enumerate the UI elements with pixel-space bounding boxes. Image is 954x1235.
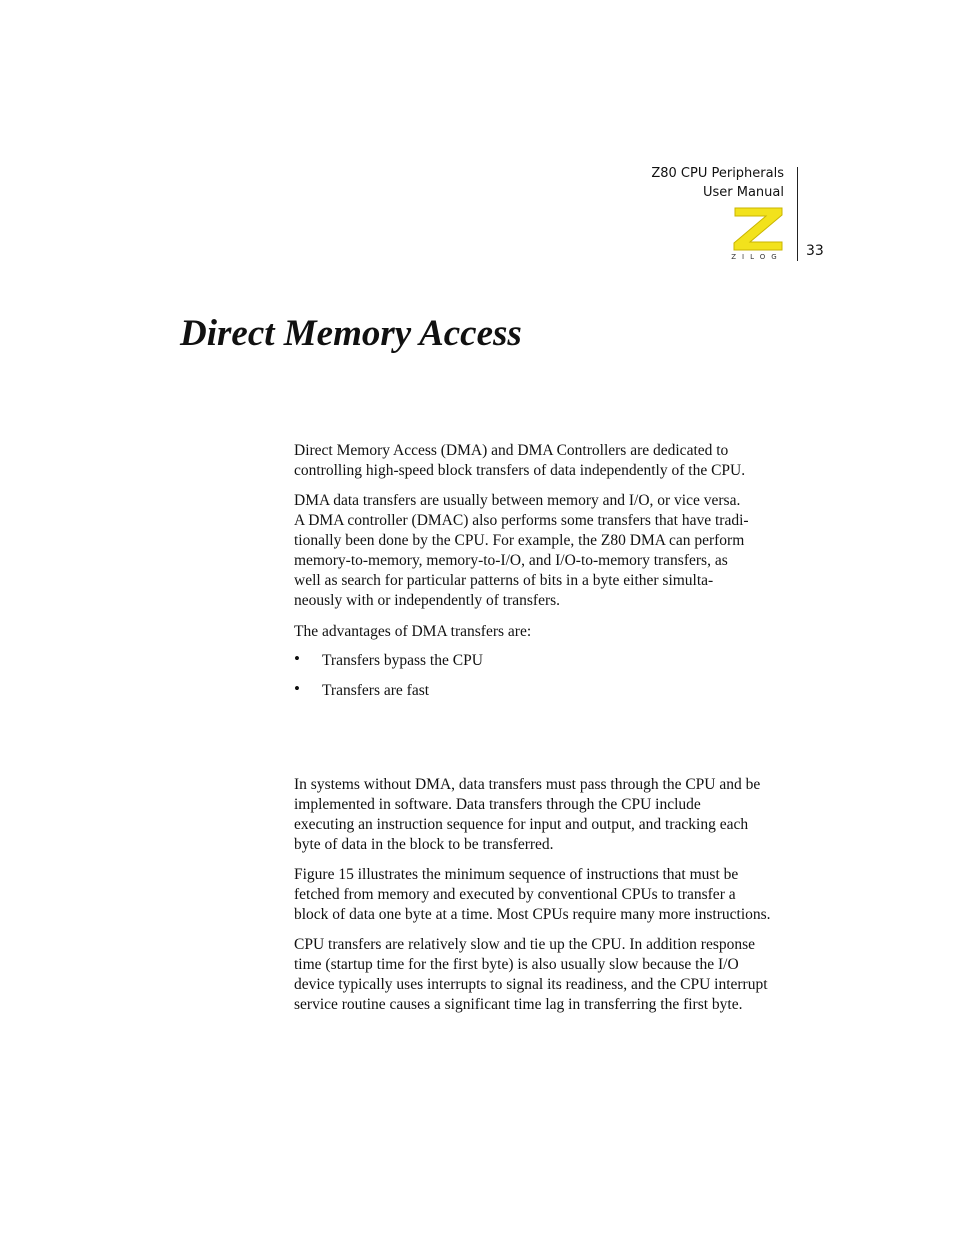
- figure-reference-paragraph: [294, 865, 810, 925]
- zilog-logo: [728, 206, 786, 264]
- text-line: In systems without DMA, data transfers must pass through the CPU and be: [294, 776, 761, 793]
- text-line: time (startup time for the first byte) is also usually slow because the I/O: [294, 956, 739, 974]
- text-line: fetched from memory and executed by conventional CPUs to transfer a: [294, 886, 736, 904]
- running-header: [560, 164, 784, 202]
- advantages-intro: [294, 622, 810, 642]
- text-line: The advantages of DMA transfers are:: [294, 623, 532, 640]
- manual-title-line2: User Manual: [702, 185, 784, 200]
- text-line: CPU transfers are relatively slow and tie up the CPU. In addition response: [294, 936, 756, 953]
- text-line: Direct Memory Access (DMA) and DMA Controllers are dedicated to: [294, 442, 729, 459]
- no-dma-paragraph: [294, 775, 810, 855]
- intro-paragraph: [294, 441, 810, 481]
- text-line: executing an instruction sequence for input and output, and tracking each: [294, 816, 749, 834]
- manual-title-line1: Z80 CPU Peripherals: [651, 166, 784, 181]
- text-line: tionally been done by the CPU. For example, the Z80 DMA can perform: [294, 532, 745, 550]
- text-line: DMA data transfers are usually between memory and I/O, or vice versa.: [294, 492, 741, 509]
- dma-transfers-paragraph: [294, 491, 810, 612]
- page-title: Direct Memory Access: [180, 313, 522, 354]
- text-line: device typically uses interrupts to signal its readiness, and the CPU interrupt: [294, 976, 768, 994]
- text-line: neously with or independently of transfers.: [294, 592, 561, 610]
- text-line: block of data one byte at a time. Most CPUs require many more instructions.: [294, 906, 771, 924]
- bullet-icon: •: [294, 679, 300, 698]
- page-number: 33: [806, 243, 824, 259]
- text-line: A DMA controller (DMAC) also performs some transfers that have tradi-: [294, 512, 749, 530]
- text-line: implemented in software. Data transfers through the CPU include: [294, 796, 701, 814]
- bullet-text: Transfers bypass the CPU: [322, 652, 483, 669]
- text-line: memory-to-memory, memory-to-I/O, and I/O-to-memory transfers, as: [294, 552, 728, 570]
- text-line: service routine causes a significant time lag in transferring the first byte.: [294, 996, 743, 1014]
- zilog-logo-text: ZILOG: [731, 253, 783, 261]
- header-divider: [797, 167, 798, 261]
- text-line: controlling high-speed block transfers of data independently of the CPU.: [294, 462, 746, 480]
- zilog-z-icon: [732, 206, 784, 252]
- cpu-transfers-paragraph: [294, 935, 810, 1015]
- text-line: Figure 15 illustrates the minimum sequence of instructions that must be: [294, 866, 739, 883]
- text-line: well as search for particular patterns of bits in a byte either simulta-: [294, 572, 714, 590]
- bullet-icon: •: [294, 649, 300, 668]
- bullet-text: Transfers are fast: [322, 682, 430, 699]
- text-line: byte of data in the block to be transferred.: [294, 836, 554, 854]
